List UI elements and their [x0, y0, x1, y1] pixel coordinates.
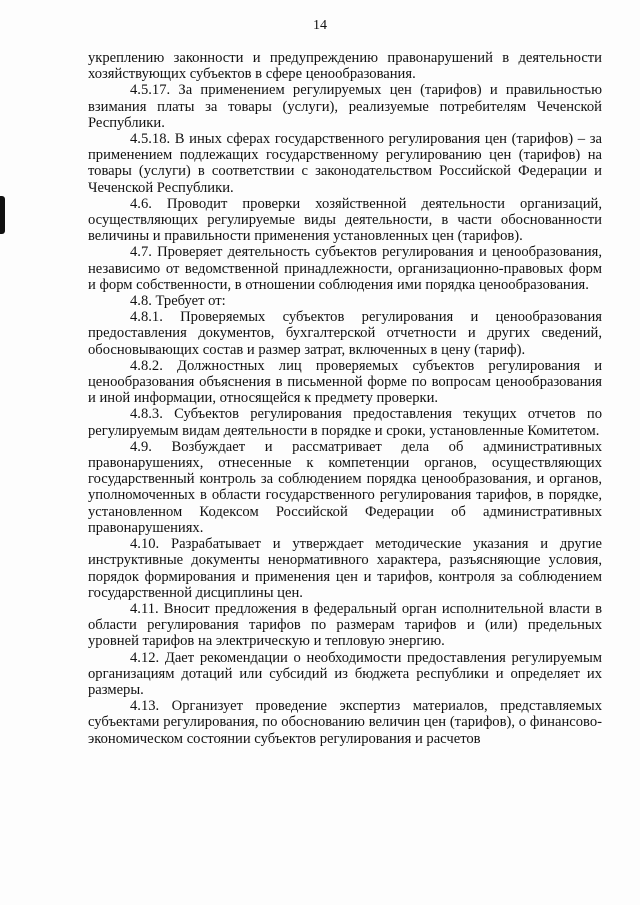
paragraph-4-8-2: 4.8.2. Должностных лиц проверяемых субъектов регулирования и ценообразования объяснения в письменной форме по вопросам ценообразования и иной информации, относящейся к предмету проверки. — [88, 357, 602, 407]
paragraph-4-8-1: 4.8.1. Проверяемых субъектов регулирования и ценообразования предоставления документов, бухгалтерской отчетности и других сведений, обосновывающих состав и размер затрат, включенных в цену (тариф). — [88, 309, 602, 358]
page-number: 14 — [313, 18, 327, 33]
paragraph-4-6: 4.6. Проводит проверки хозяйственной деятельности организаций, осуществляющих регулируемые виды деятельности, в части обоснованности величины и правильности применения установленных цен (тарифов). — [88, 195, 602, 245]
paragraph-4-8: 4.8. Требует от: — [130, 293, 226, 310]
binding-mark — [0, 196, 5, 234]
paragraph-4-7: 4.7. Проверяет деятельность субъектов регулирования и ценообразования, независимо от ведомственной принадлежности, организационно-правовых форм и форм собственности, в отношении соблюдения ими порядка ценообразования. — [88, 244, 602, 293]
paragraph-continuation: укреплению законности и предупреждению правонарушений в деятельности хозяйствующих субъектов в сфере ценообразования. — [88, 50, 602, 83]
document-body — [88, 50, 602, 747]
paragraph-4-9: 4.9. Возбуждает и рассматривает дела об административных правонарушениях, отнесенные к компетенции органов, осуществляющих государственный контроль за соблюдением порядка ценообразования, и органов, уполномоченных в области государственного регулирования тарифов, в порядке, установленном Кодексом Российской Федерации об административных правонарушениях. — [88, 438, 602, 536]
paragraph-4-12: 4.12. Дает рекомендации о необходимости предоставления регулируемым организациям дотаций или субсидий из бюджета республики и определяет их размеры. — [88, 649, 602, 698]
paragraph-4-5-18: 4.5.18. В иных сферах государственного регулирования цен (тарифов) – за применением подлежащих государственному регулированию цен (тарифов) на товары (услуги) в соответствии с законодательством Российской Федерации и Чеченской Республики. — [88, 131, 602, 196]
paragraph-4-8-3: 4.8.3. Субъектов регулирования предоставления текущих отчетов по регулируемым видам деятельности в порядке и сроки, установленные Комитетом. — [88, 406, 602, 439]
paragraph-4-10: 4.10. Разрабатывает и утверждает методические указания и другие инструктивные документы ненормативного характера, разъясняющие условия, порядок формирования и применения цен и тарифов, контроля за соблюдением государственной дисциплины цен. — [88, 536, 602, 601]
paragraph-4-5-17: 4.5.17. За применением регулируемых цен (тарифов) и правильностью взимания платы за товары (услуги), реализуемые потребителям Чеченской Республики. — [88, 82, 602, 131]
paragraph-4-13: 4.13. Организует проведение экспертиз материалов, представляемых субъектами регулирования, по обоснованию величин цен (тарифов), о финансово-экономическом состоянии субъектов регулирования и расчетов — [88, 698, 602, 747]
paragraph-4-11: 4.11. Вносит предложения в федеральный орган исполнительной власти в области регулирования тарифов по размерам тарифов и (или) предельных уровней тарифов на электрическую и тепловую энергию. — [88, 600, 602, 650]
